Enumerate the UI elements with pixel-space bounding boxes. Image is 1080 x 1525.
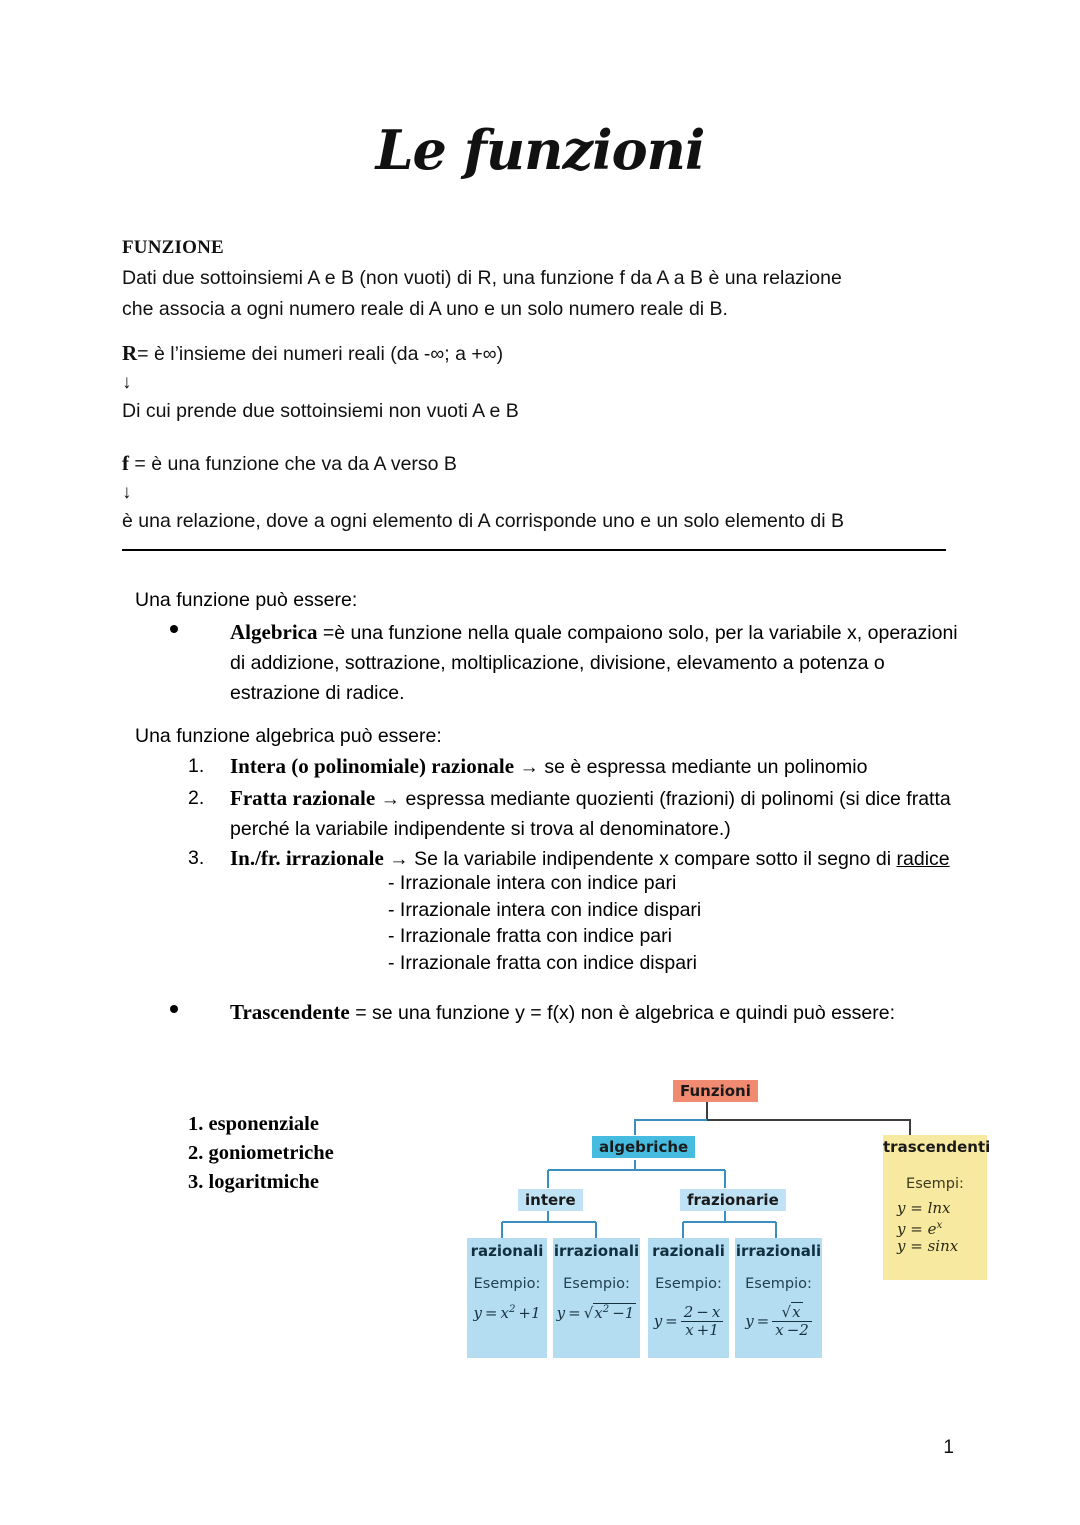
sublist-item-3: - Irrazionale fratta con indice pari — [388, 925, 672, 947]
numbered-item-3-link-radice: radice — [896, 848, 950, 870]
diagram-leaf-frazionarie-razionali[interactable] — [648, 1238, 729, 1358]
diagram-leaf-frazionarie-irrazionali[interactable] — [735, 1238, 822, 1358]
r-consequence: Di cui prende due sottoinsiemi non vuoti A e B — [122, 400, 519, 422]
leaf-2-formula: $y = √x^2 -1$ — [556, 1304, 635, 1322]
numbered-item-1-marker: 1. — [188, 755, 205, 777]
page-title: Le funzioni — [375, 118, 705, 182]
diagram-node-trascendenti-box[interactable] — [883, 1135, 991, 1280]
funzione-line-1: Dati due sottoinsiemi A e B (non vuoti) di R, una funzione f da A a B è una relazione — [122, 267, 842, 289]
leaf-1-esempio-label: Esempio: — [473, 1276, 541, 1292]
sublist-item-1: - Irrazionale intera con indice pari — [388, 872, 677, 894]
numbered-item-1-body — [230, 751, 978, 782]
numbered-item-1-text: → se è espressa mediante un polinomio — [519, 756, 868, 778]
bullet-algebrica — [170, 617, 975, 708]
trascendente-type-2: 2. goniometriche — [188, 1142, 334, 1164]
trascendenti-formula-1: y = lnx — [897, 1199, 951, 1217]
algebrica-term: Algebrica — [230, 620, 318, 644]
r-arrow-icon: ↓ — [122, 372, 132, 393]
algebrica-text-1: =è una funzione nella quale compaiono solo, per la variabile x, operazioni — [322, 622, 958, 644]
numbered-item-3-marker: 3. — [188, 847, 205, 869]
bullet-trascendente-body — [230, 997, 975, 1028]
leaf-1-formula: $y = x^2 +1$ — [473, 1304, 541, 1322]
leaf-3-title: razionali — [652, 1242, 725, 1260]
f-definition-text: = è una funzione che va da A verso B — [134, 453, 457, 475]
algebrica-text-2: di addizione, sottrazione, moltiplicazione, divisione, elevamento a potenza o — [230, 652, 885, 674]
funzione-section — [122, 232, 952, 325]
sublist-item-2: - Irrazionale intera con indice dispari — [388, 898, 702, 921]
f-definition-line — [122, 448, 952, 480]
diagram-node-funzioni[interactable]: Funzioni — [673, 1080, 758, 1102]
r-definition-line — [122, 338, 952, 370]
section-divider — [122, 549, 946, 551]
trascendenti-formulas — [883, 1192, 987, 1255]
numbered-item-2-term: Fratta razionale — [230, 786, 376, 810]
sublist-item-4: - Irrazionale fratta con indice dispari — [388, 951, 697, 974]
r-symbol: R — [122, 341, 138, 365]
leaf-2-esempio-label: Esempio: — [563, 1276, 630, 1292]
trascendente-type-1: 1. esponenziale — [188, 1113, 319, 1135]
bullet-dot-icon — [170, 1005, 178, 1013]
trascendente-term: Trascendente — [230, 1000, 350, 1024]
diagram-node-algebriche[interactable]: algebriche — [592, 1136, 695, 1158]
trascendente-text: = se una funzione y = f(x) non è algebrica e quindi può essere: — [355, 1002, 896, 1024]
tipi-lead: Una funzione può essere: — [135, 589, 358, 611]
bullet-trascendente — [170, 997, 975, 1028]
leaf-1-title: razionali — [470, 1242, 544, 1260]
leaf-4-title: irrazionali — [735, 1242, 822, 1260]
bullet-dot-icon — [170, 625, 178, 633]
r-definition-text: = è l’insieme dei numeri reali (da -∞; a +∞) — [137, 343, 504, 365]
leaf-3-formula: y = $\frac{2 - x}{x +1}$ — [648, 1292, 729, 1340]
trascendente-types-list — [188, 1110, 334, 1197]
diagram-leaf-intere-irrazionali[interactable] — [553, 1238, 640, 1358]
numbered-item-1 — [188, 751, 978, 782]
f-symbol: f — [122, 451, 129, 475]
page-number: 1 — [943, 1437, 954, 1458]
irrazionale-sublist — [388, 870, 701, 976]
algebrica-text-3: estrazione di radice. — [230, 682, 405, 704]
numbered-item-2-body — [230, 783, 978, 844]
funzione-line-2: che associa a ogni numero reale di A uno e un solo numero reale di B. — [122, 298, 728, 320]
bullet-algebrica-body — [230, 617, 975, 708]
trascendenti-esempi-label: Esempi: — [906, 1176, 964, 1192]
leaf-2-title: irrazionali — [553, 1242, 640, 1260]
numbered-item-2-text-2: perché la variabile indipendente si trova al denominatore.) — [230, 818, 731, 840]
numbered-item-2-text-1: → espressa mediante quozienti (frazioni) di polinomi (si dice fratta — [380, 788, 951, 810]
trascendente-type-3: 3. logaritmiche — [188, 1171, 319, 1193]
numbered-item-3-term: In./fr. irrazionale — [230, 846, 384, 870]
numbered-item-2-marker: 2. — [188, 787, 205, 809]
diagram-leaf-intere-razionali[interactable] — [467, 1238, 547, 1358]
funzioni-classification-diagram — [440, 1070, 1020, 1370]
leaf-4-esempio-label: Esempio: — [745, 1276, 812, 1292]
f-definition-block — [122, 448, 952, 537]
trascendenti-formula-2: $y = e^x$ — [897, 1220, 943, 1238]
diagram-node-intere[interactable]: intere — [518, 1189, 583, 1211]
numbered-item-3-text: → Se la variabile indipendente x compare sotto il segno di — [389, 848, 897, 870]
numbered-item-2 — [188, 783, 978, 844]
diagram-node-trascendenti-label: trascendenti — [883, 1138, 991, 1156]
f-consequence: è una relazione, dove a ogni elemento di A corrisponde uno e un solo elemento di B — [122, 510, 844, 532]
leaf-4-formula: y = $\frac{√x}{x -2}$ — [735, 1292, 822, 1340]
r-definition-block — [122, 338, 952, 427]
leaf-3-esempio-label: Esempio: — [655, 1276, 722, 1292]
algebrica-lead: Una funzione algebrica può essere: — [135, 725, 442, 747]
funzione-heading: FUNZIONE — [122, 237, 224, 258]
numbered-item-1-term: Intera (o polinomiale) razionale — [230, 754, 515, 778]
trascendenti-formula-3: y = sinx — [897, 1237, 959, 1255]
diagram-node-frazionarie[interactable]: frazionarie — [680, 1189, 786, 1211]
f-arrow-icon: ↓ — [122, 482, 132, 503]
